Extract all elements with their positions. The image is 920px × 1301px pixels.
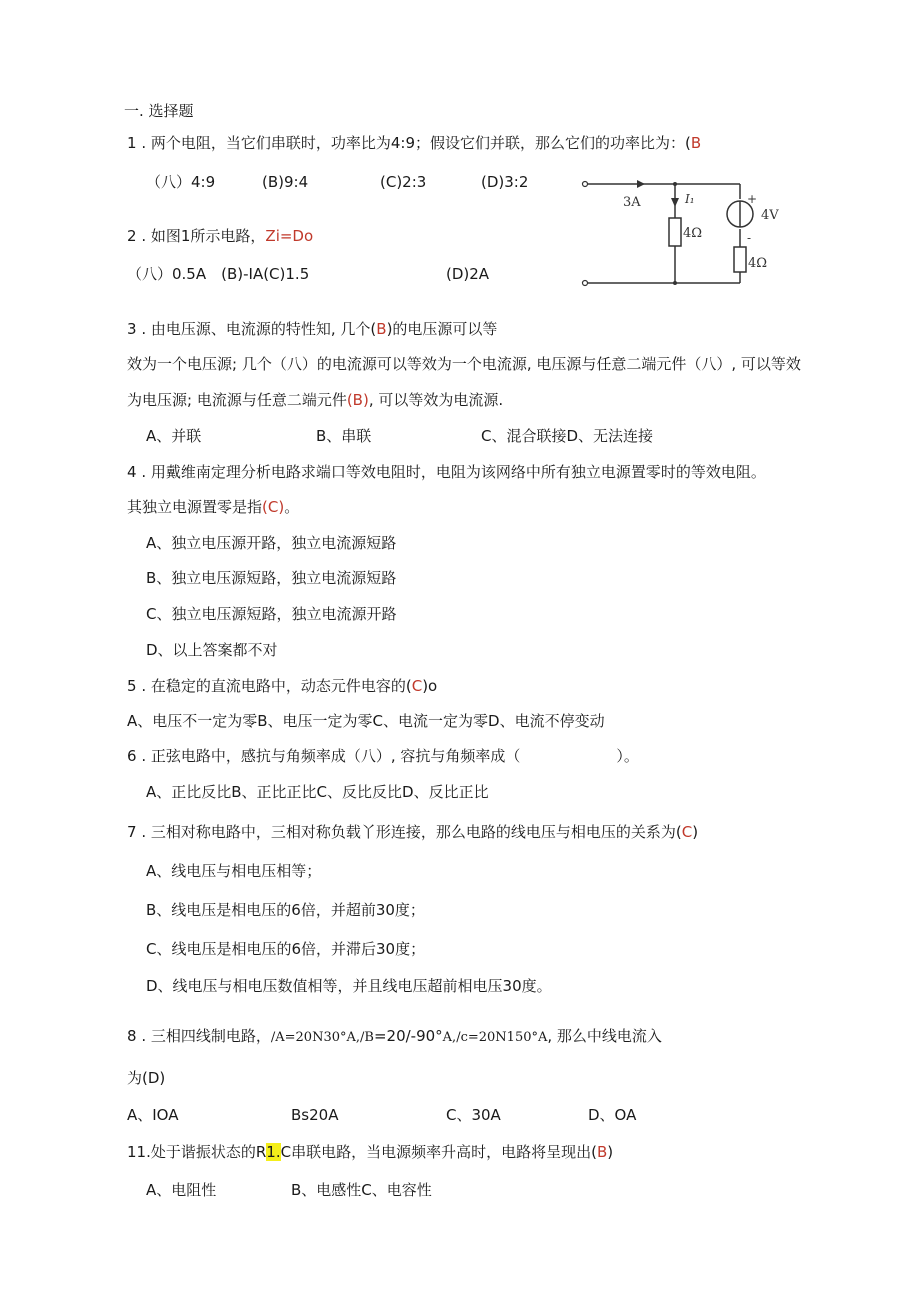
q3-line3-answer: (B): [346, 391, 369, 409]
q3-option-cd: C、混合联接D、无法连接: [481, 427, 654, 445]
q7-option-d: D、线电压与相电压数值相等，并且线电压超前相电压30度。: [146, 977, 552, 995]
terminal-top: [583, 182, 588, 187]
q8-formula-1: /A=20N30°A,/B: [270, 1030, 374, 1045]
q3-number: 3: [127, 320, 137, 338]
q11-end: ): [607, 1143, 614, 1161]
q11-number: 11.: [127, 1143, 151, 1161]
q3-option-a: A、并联: [146, 427, 202, 445]
source-voltage-label: 4V: [761, 208, 779, 223]
q8-formula-4: =20N150°A: [467, 1030, 548, 1045]
q3-line-2: 效为一个电压源; 几个（八）的电流源可以等效为一个电流源, 电压源与任意二端元件（八）, 可以等效: [127, 355, 801, 373]
q5-answer: C: [411, 677, 423, 695]
question-11: [127, 1142, 613, 1162]
q5-options: A、电压不一定为零B、电压一定为零C、电流一定为零D、电流不停变动: [127, 712, 605, 730]
q7-number: 7: [127, 823, 137, 841]
question-3: [127, 319, 497, 339]
question-1: [127, 133, 701, 153]
q7-option-a: A、线电压与相电压相等；: [146, 862, 322, 880]
minus-sign: -: [747, 231, 752, 245]
q6-end: ）。: [616, 747, 639, 765]
q4-number: 4: [127, 463, 137, 481]
q8-option-c: C、30A: [446, 1106, 501, 1124]
q3-answer: B: [376, 320, 387, 338]
q11-option-a: A、电阻性: [146, 1181, 217, 1199]
q8-pre: . 三相四线制电路，: [141, 1027, 271, 1045]
q8-formula-3: A,/c: [442, 1030, 468, 1045]
branch-arrow: [671, 198, 679, 207]
q6-options: A、正比反比B、正比正比C、反比反比D、反比正比: [146, 783, 489, 801]
q2-option-d: (D)2A: [446, 265, 490, 283]
question-7: [127, 822, 698, 842]
resistor-1-label: 4Ω: [683, 226, 703, 241]
q8-number: 8: [127, 1027, 137, 1045]
question-6: [127, 746, 639, 766]
q3-line3-pre: 为电压源; 电流源与任意二端元件: [127, 391, 347, 409]
q8-formula-2: =20/-90°: [373, 1027, 443, 1045]
q1-number: 1: [127, 134, 137, 152]
terminal-bottom: [583, 281, 588, 286]
question-2: [127, 226, 313, 246]
q3-option-b: B、串联: [316, 427, 372, 445]
question-8: [127, 1026, 662, 1048]
q1-text: . 两个电阻，当它们串联时，功率比为4:9；假设它们并联，那么它们的功率比为：(: [141, 134, 691, 152]
current-arrow: [637, 180, 645, 188]
q5-post: )o: [422, 677, 438, 695]
q4-option-b: B、独立电压源短路，独立电流源短路: [146, 569, 397, 587]
q2-expr: Zi=Do: [265, 227, 314, 245]
q2-options-abc: （八）0.5A (B)-IA(C)1.5: [127, 265, 310, 283]
q11-answer: B: [596, 1143, 608, 1161]
q1-answer: B: [690, 134, 702, 152]
q8-option-d: D、OA: [588, 1106, 637, 1124]
q1-option-b: (B)9:4: [262, 173, 309, 191]
q3-line3-post: , 可以等效为电流源.: [368, 391, 504, 409]
q4-line2-post: 。: [284, 498, 300, 516]
q3-pre: . 由电压源、电流源的特性知, 几个(: [141, 320, 377, 338]
q1-option-c: (C)2:3: [380, 173, 427, 191]
q8-line-2: 为(D): [127, 1069, 166, 1087]
section-heading: 一. 选择题: [124, 102, 194, 120]
q6-text: . 正弦电路中，感抗与角频率成（八）, 容抗与角频率成（: [141, 747, 521, 765]
circuit-figure: [575, 168, 785, 293]
q4-option-c: C、独立电压源短路，独立电流源开路: [146, 605, 397, 623]
q8-option-a: A、IOA: [127, 1106, 179, 1124]
q2-number: 2: [127, 227, 137, 245]
branch-current-label: I₁: [685, 192, 695, 206]
q11-option-bc: B、电感性C、电容性: [291, 1181, 432, 1199]
plus-sign: +: [747, 192, 758, 206]
question-4: [127, 462, 766, 482]
q6-number: 6: [127, 747, 137, 765]
q1-option-a: （八）4:9: [146, 173, 216, 191]
current-label: 3A: [623, 195, 641, 210]
resistor-2-label: 4Ω: [748, 256, 768, 271]
q4-answer: (C): [262, 498, 285, 516]
q11-highlight: 1.: [266, 1143, 281, 1161]
q7-option-c: C、线电压是相电压的6倍，并滞后30度；: [146, 940, 426, 958]
q1-option-d: (D)3:2: [481, 173, 529, 191]
q4-option-d: D、以上答案都不对: [146, 641, 278, 659]
q8-option-b: Bs20A: [291, 1106, 339, 1124]
q3-line-3: [127, 390, 503, 410]
q7-post: ): [692, 823, 699, 841]
q4-line2-pre: 其独立电源置零是指: [127, 498, 263, 516]
question-5: [127, 676, 437, 696]
q5-pre: . 在稳定的直流电路中，动态元件电容的(: [141, 677, 412, 695]
q3-post: )的电压源可以等: [386, 320, 498, 338]
q7-option-b: B、线电压是相电压的6倍，并超前30度；: [146, 901, 425, 919]
q11-post: C串联电路，当电源频率升高时，电路将呈现出(: [280, 1143, 597, 1161]
q7-pre: . 三相对称电路中，三相对称负载丫形连接，那么电路的线电压与相电压的关系为(: [141, 823, 682, 841]
q5-number: 5: [127, 677, 137, 695]
q4-line-2: [127, 497, 299, 517]
q2-text: . 如图1所示电路，: [141, 227, 266, 245]
q4-option-a: A、独立电压源开路，独立电流源短路: [146, 534, 397, 552]
q4-text: . 用戴维南定理分析电路求端口等效电阻时，电阻为该网络中所有独立电源置零时的等效电阻。: [141, 463, 766, 481]
q8-post: , 那么中线电流入: [547, 1027, 662, 1045]
q11-pre: 处于谐振状态的R: [150, 1143, 267, 1161]
q7-answer: C: [681, 823, 693, 841]
